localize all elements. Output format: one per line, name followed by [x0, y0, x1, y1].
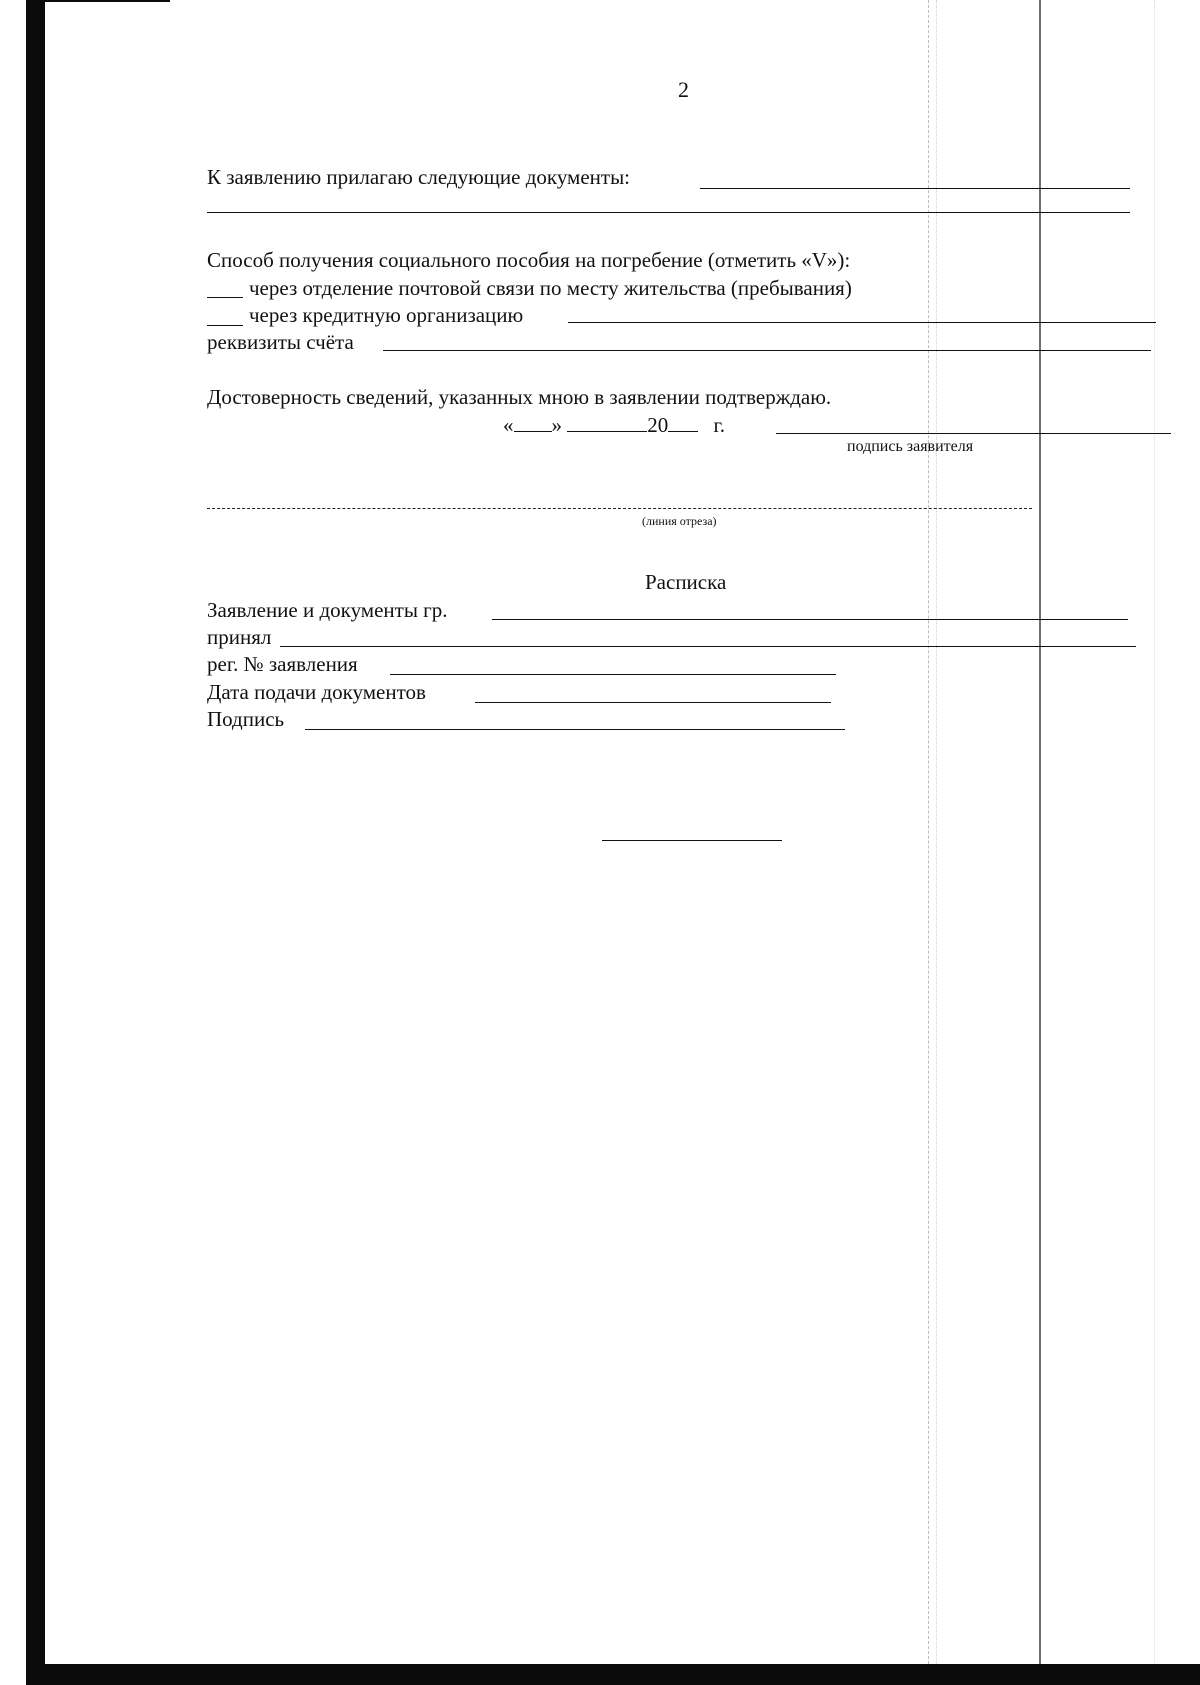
applicant-signature-field[interactable] — [776, 433, 1171, 434]
receipt-reg-number-field[interactable] — [390, 674, 836, 675]
receipt-signature-field[interactable] — [305, 729, 845, 730]
receipt-applicant-field[interactable] — [492, 619, 1128, 620]
receipt-applicant-label: Заявление и документы гр. — [207, 598, 448, 622]
scan-fold-line — [1039, 0, 1041, 1664]
confirmation-text: Достоверность сведений, указанных мною в заявлении подтверждаю. — [207, 385, 832, 409]
scan-streak-line — [1154, 0, 1156, 1664]
option-bank-checkbox[interactable] — [207, 325, 243, 326]
receipt-title: Расписка — [645, 570, 727, 594]
date-year-blank[interactable] — [668, 413, 698, 432]
scan-border-bottom — [26, 1664, 1200, 1685]
receipt-signature-label: Подпись — [207, 707, 285, 731]
receipt-accepted-label: принял — [207, 625, 272, 649]
cut-line — [207, 508, 1032, 509]
page-number: 2 — [678, 77, 689, 102]
date-open-quote: « — [503, 413, 514, 437]
date-close-quote: » — [551, 413, 562, 437]
date-year-prefix: 20 — [647, 413, 669, 437]
cut-line-label: (линия отреза) — [642, 514, 717, 528]
signature-caption: подпись заявителя — [847, 438, 974, 455]
attachments-field-line-1[interactable] — [700, 188, 1130, 189]
date-field[interactable] — [503, 413, 725, 437]
attachments-field-line-2[interactable] — [207, 212, 1130, 213]
scan-streak-line — [936, 0, 938, 1664]
scan-streak-line — [928, 0, 930, 1664]
payment-method-heading: Способ получения социального пособия на погребение (отметить «V»): — [207, 248, 851, 272]
scan-border-left — [26, 0, 45, 1685]
account-details-field[interactable] — [383, 350, 1151, 351]
attachments-label: К заявлению прилагаю следующие документы: — [207, 165, 631, 189]
option-post-label: через отделение почтовой связи по месту жительства (пребывания) — [249, 276, 852, 300]
date-year-suffix: г. — [713, 413, 725, 437]
receipt-accepted-field[interactable] — [280, 646, 1136, 647]
scan-border-top-mark — [45, 0, 170, 2]
receipt-submission-date-field[interactable] — [475, 702, 831, 703]
bank-name-field[interactable] — [568, 322, 1156, 323]
date-day-blank[interactable] — [514, 413, 552, 432]
end-separator-line — [602, 840, 782, 841]
receipt-reg-number-label: рег. № заявления — [207, 652, 358, 676]
option-bank-label: через кредитную организацию — [249, 303, 524, 327]
receipt-submission-date-label: Дата подачи документов — [207, 680, 426, 704]
date-month-blank[interactable] — [567, 413, 647, 432]
option-post-checkbox[interactable] — [207, 297, 243, 298]
account-details-label: реквизиты счёта — [207, 330, 354, 354]
